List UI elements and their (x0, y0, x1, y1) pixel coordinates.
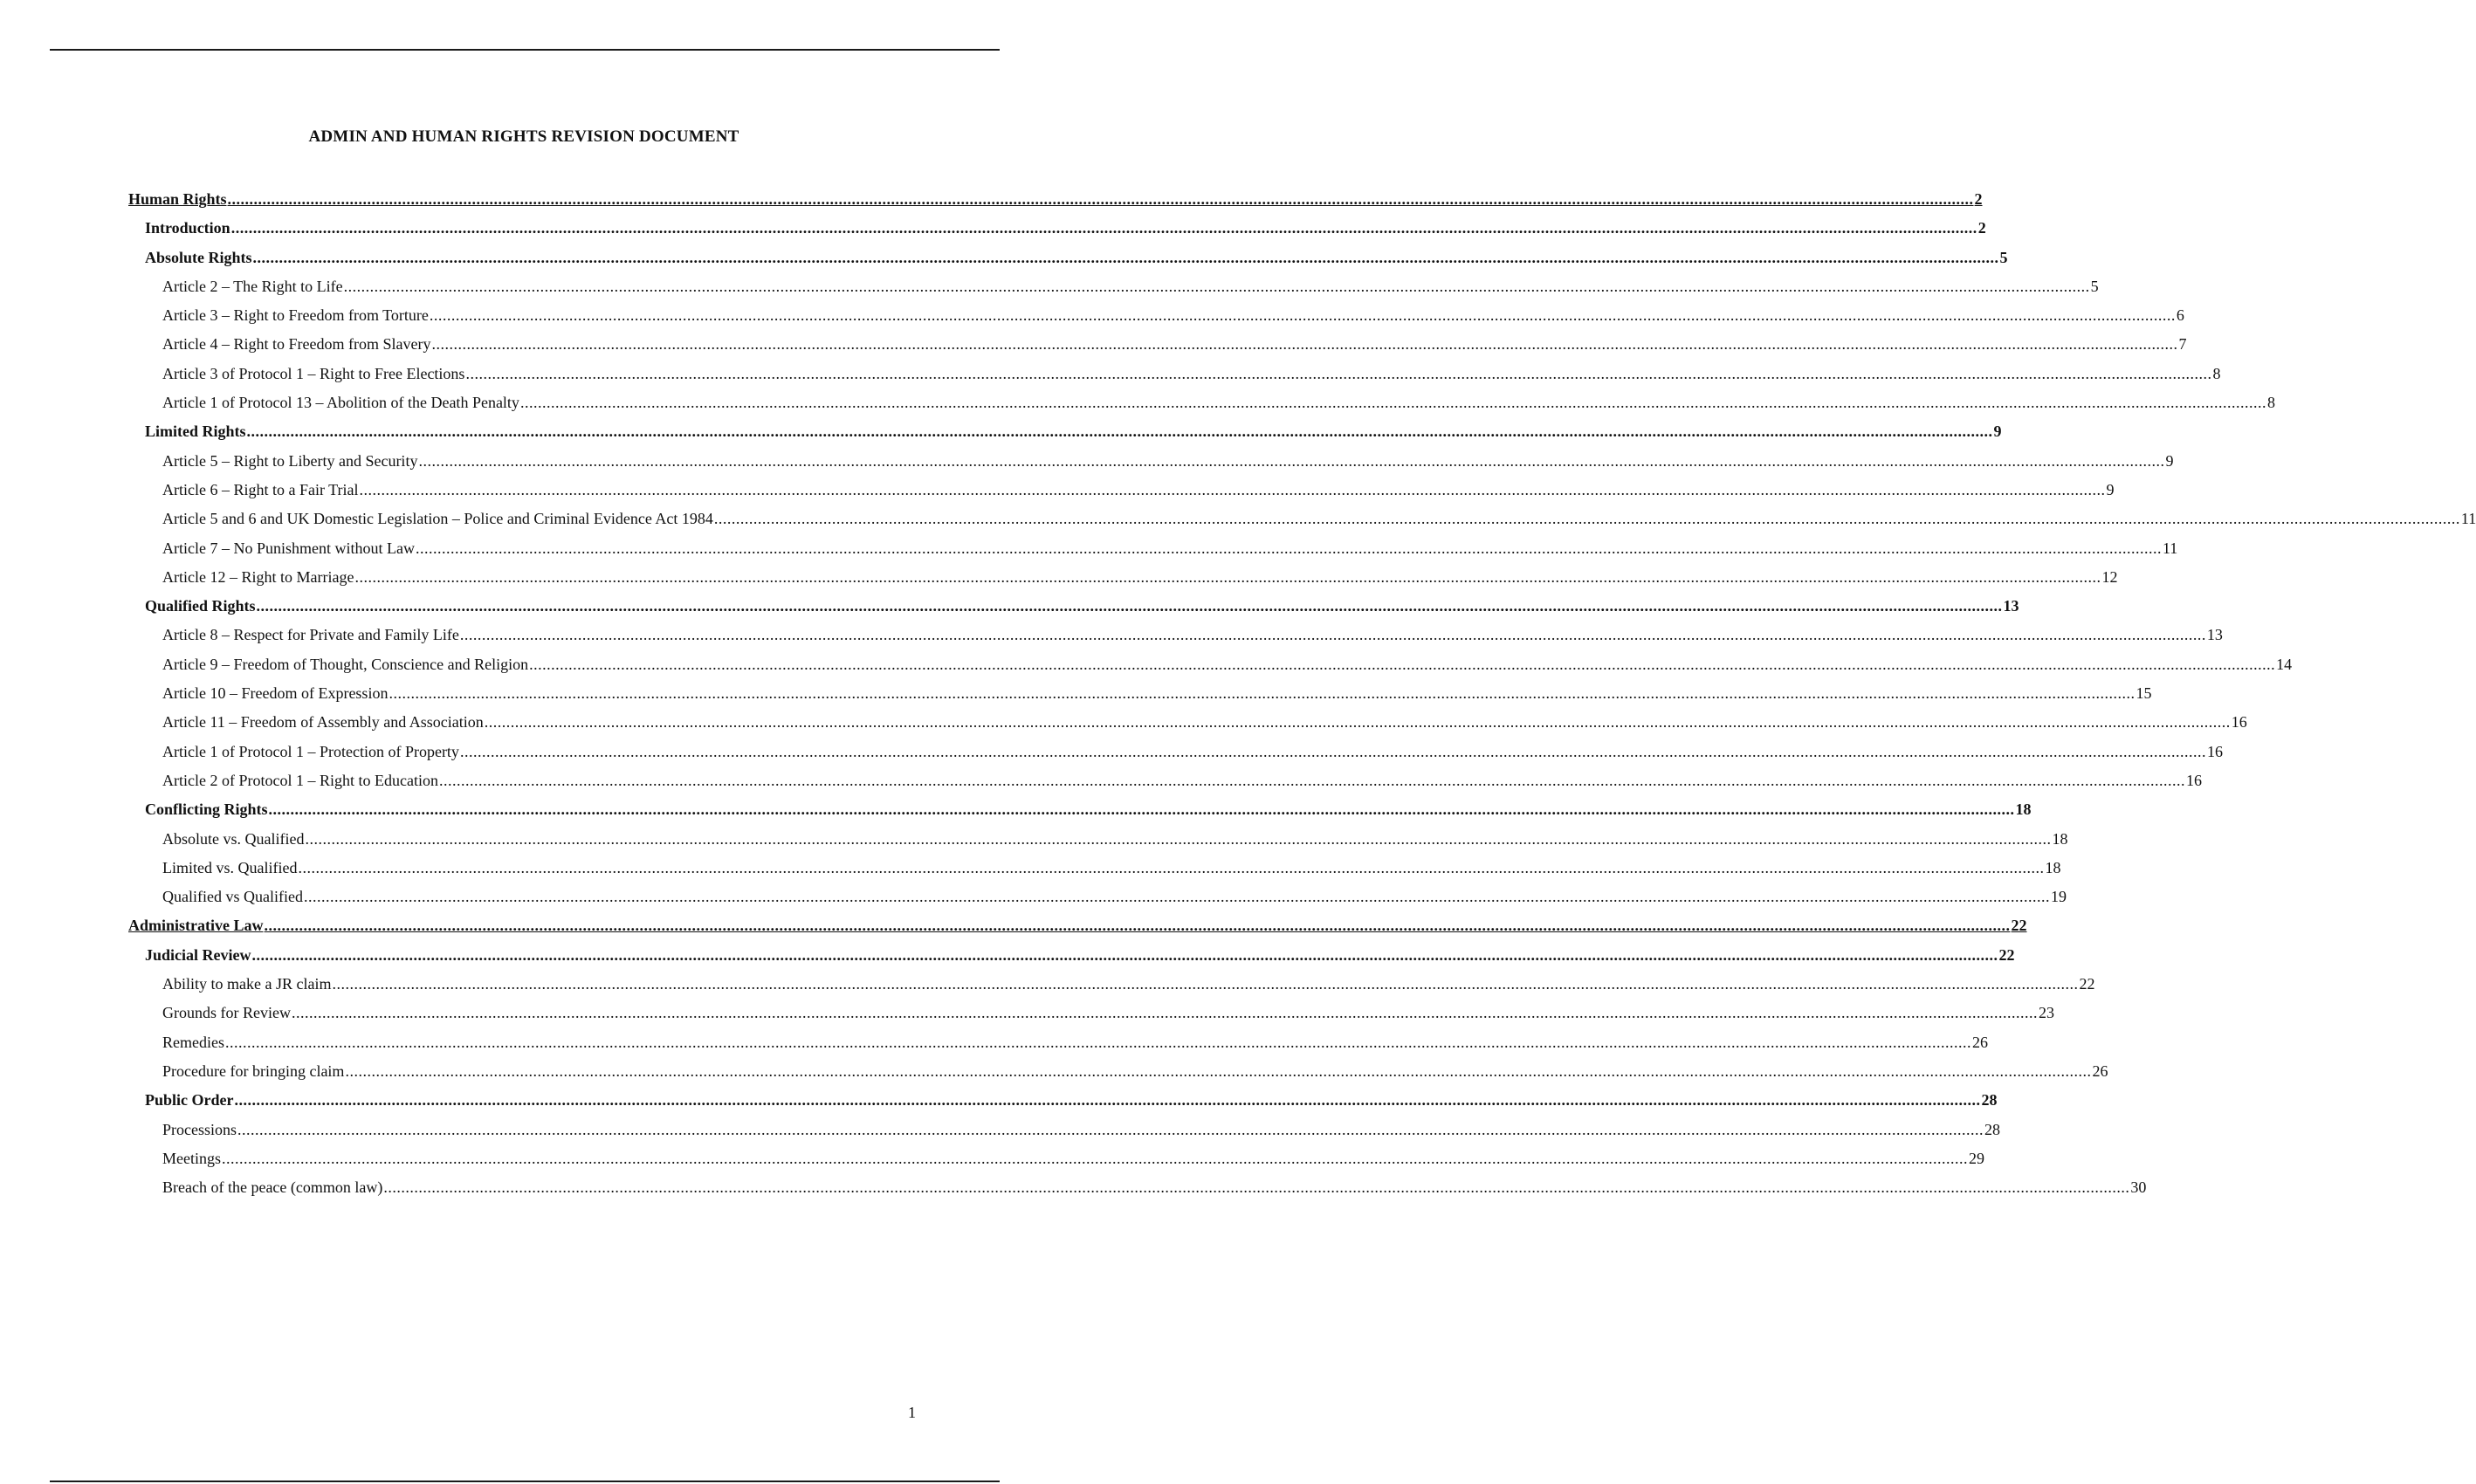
toc-entry-label: Article 7 – No Punishment without Law (162, 539, 415, 557)
toc-entry-label: Article 2 of Protocol 1 – Right to Education (162, 771, 438, 789)
toc-entry-page: 9 (2106, 480, 2115, 498)
toc-dot-leader: ................................................................................................................................................................................................................................................................................................................................................................................................................ (345, 1061, 2092, 1080)
toc-entry[interactable] (128, 1116, 2000, 1144)
toc-entry-label: Article 1 of Protocol 1 – Protection of Property (162, 742, 459, 760)
toc-dot-leader: ................................................................................................................................................................................................................................................................................................................................................................................................................ (529, 655, 2276, 673)
toc-entry-label: Introduction (145, 219, 230, 237)
toc-entry[interactable] (128, 999, 2054, 1027)
toc-entry-label: Article 5 and 6 and UK Domestic Legislation – Police and Criminal Evidence Act 1984 (162, 510, 713, 528)
toc-entry-page: 2 (1974, 190, 1983, 208)
bottom-rule (50, 1481, 1000, 1482)
toc-entry-label: Article 5 – Right to Liberty and Security (162, 451, 418, 470)
toc-entry-page: 22 (2011, 917, 2027, 935)
toc-dot-leader: ................................................................................................................................................................................................................................................................................................................................................................................................................ (251, 945, 1998, 964)
toc-entry[interactable] (128, 621, 2223, 649)
toc-entry-page: 15 (2136, 684, 2152, 703)
toc-entry-label: Judicial Review (145, 945, 251, 964)
toc-dot-leader: ................................................................................................................................................................................................................................................................................................................................................................................................................ (234, 1091, 1981, 1110)
toc-dot-leader: ................................................................................................................................................................................................................................................................................................................................................................................................................ (343, 277, 2090, 295)
toc-entry[interactable] (128, 244, 2008, 272)
toc-entry-label: Absolute Rights (145, 248, 252, 266)
toc-entry-label: Limited vs. Qualified (162, 858, 298, 876)
toc-entry-label: Grounds for Review (162, 1004, 291, 1022)
toc-dot-leader: ................................................................................................................................................................................................................................................................................................................................................................................................................ (519, 394, 2266, 412)
toc-dot-leader: ................................................................................................................................................................................................................................................................................................................................................................................................................ (332, 975, 2079, 993)
toc-entry-label: Qualified vs Qualified (162, 888, 303, 906)
toc-entry[interactable] (128, 1057, 2108, 1086)
toc-dot-leader: ................................................................................................................................................................................................................................................................................................................................................................................................................ (303, 888, 2050, 906)
toc-entry-label: Human Rights (128, 190, 227, 208)
toc-entry-label: Limited Rights (145, 423, 246, 441)
toc-dot-leader: ................................................................................................................................................................................................................................................................................................................................................................................................................ (256, 597, 2003, 615)
toc-dot-leader: ................................................................................................................................................................................................................................................................................................................................................................................................................ (222, 1149, 1968, 1167)
toc-entry-label: Article 4 – Right to Freedom from Slavery (162, 335, 431, 354)
toc-entry-page: 18 (2015, 800, 2032, 819)
toc-entry[interactable] (128, 272, 2099, 301)
document-title: ADMIN AND HUMAN RIGHTS REVISION DOCUMENT (308, 127, 739, 146)
toc-entry-page: 16 (2231, 713, 2247, 732)
toc-dot-leader: ................................................................................................................................................................................................................................................................................................................................................................................................................ (305, 829, 2052, 848)
toc-entry[interactable] (128, 883, 2067, 911)
toc-entry-label: Conflicting Rights (145, 800, 268, 819)
toc-entry[interactable] (128, 854, 2061, 883)
toc-dot-leader: ................................................................................................................................................................................................................................................................................................................................................................................................................ (431, 335, 2178, 354)
toc-entry-label: Public Order (145, 1091, 234, 1110)
toc-dot-leader: ................................................................................................................................................................................................................................................................................................................................................................................................................ (268, 800, 2015, 819)
toc-entry-page: 30 (2130, 1178, 2147, 1197)
toc-dot-leader: ................................................................................................................................................................................................................................................................................................................................................................................................................ (298, 858, 2045, 876)
toc-entry-page: 5 (2090, 277, 2099, 295)
toc-entry-page: 28 (1984, 1120, 2000, 1138)
toc-entry[interactable] (128, 708, 2247, 737)
toc-dot-leader: ................................................................................................................................................................................................................................................................................................................................................................................................................ (230, 219, 1977, 237)
toc-entry-label: Remedies (162, 1033, 224, 1051)
toc-entry-label: Breach of the peace (common law) (162, 1178, 383, 1197)
toc-entry-page: 12 (2101, 567, 2118, 586)
toc-dot-leader: ................................................................................................................................................................................................................................................................................................................................................................................................................ (438, 771, 2185, 789)
toc-dot-leader: ................................................................................................................................................................................................................................................................................................................................................................................................................ (418, 451, 2165, 470)
toc-entry[interactable] (128, 447, 2174, 476)
toc-entry-label: Article 1 of Protocol 13 – Abolition of the Death Penalty (162, 394, 519, 412)
toc-dot-leader: ................................................................................................................................................................................................................................................................................................................................................................................................................ (227, 190, 1974, 208)
toc-entry-label: Qualified Rights (145, 597, 256, 615)
toc-dot-leader: ................................................................................................................................................................................................................................................................................................................................................................................................................ (429, 306, 2176, 325)
toc-entry-label: Article 6 – Right to a Fair Trial (162, 480, 359, 498)
toc-dot-leader: ................................................................................................................................................................................................................................................................................................................................................................................................................ (459, 626, 2206, 644)
toc-entry-page: 26 (1971, 1033, 1988, 1051)
toc-entry[interactable] (128, 476, 2115, 505)
toc-dot-leader: ................................................................................................................................................................................................................................................................................................................................................................................................................ (224, 1033, 1971, 1051)
toc-entry-page: 23 (2038, 1004, 2054, 1022)
toc-entry[interactable] (128, 650, 2293, 679)
toc-entry-page: 9 (2165, 451, 2174, 470)
toc-entry-label: Article 3 of Protocol 1 – Right to Free Elections (162, 364, 465, 382)
toc-entry-label: Article 8 – Respect for Private and Family Life (162, 626, 459, 644)
toc-entry[interactable] (128, 388, 2275, 417)
toc-entry-label: Article 9 – Freedom of Thought, Conscience and Religion (162, 655, 529, 673)
toc-dot-leader: ................................................................................................................................................................................................................................................................................................................................................................................................................ (237, 1120, 1984, 1138)
toc-entry-page: 22 (1998, 945, 2015, 964)
toc-entry[interactable] (128, 795, 2032, 824)
toc-entry[interactable] (128, 592, 2019, 621)
toc-entry[interactable] (128, 970, 2095, 999)
toc-entry-page: 16 (2185, 771, 2202, 789)
toc-entry[interactable] (128, 505, 2476, 533)
toc-entry[interactable] (128, 1144, 1984, 1173)
toc-dot-leader: ................................................................................................................................................................................................................................................................................................................................................................................................................ (246, 423, 1993, 441)
toc-entry-label: Article 12 – Right to Marriage (162, 567, 354, 586)
toc-dot-leader: ................................................................................................................................................................................................................................................................................................................................................................................................................ (389, 684, 2136, 703)
toc-entry[interactable] (128, 1028, 1988, 1057)
toc-entry[interactable] (128, 941, 2015, 970)
toc-entry-page: 16 (2206, 742, 2223, 760)
toc-entry[interactable] (128, 185, 1983, 214)
toc-entry-page: 9 (1993, 423, 2002, 441)
toc-entry[interactable] (128, 563, 2118, 592)
toc-entry[interactable] (128, 330, 2187, 359)
toc-entry[interactable] (128, 679, 2152, 708)
toc-entry-label: Procedure for bringing claim (162, 1061, 345, 1080)
toc-entry-page: 18 (2045, 858, 2061, 876)
toc-entry-page: 13 (2206, 626, 2223, 644)
toc-dot-leader: ................................................................................................................................................................................................................................................................................................................................................................................................................ (713, 510, 2460, 528)
toc-entry-label: Ability to make a JR claim (162, 975, 332, 993)
toc-entry[interactable] (128, 1086, 1998, 1115)
toc-dot-leader: ................................................................................................................................................................................................................................................................................................................................................................................................................ (252, 248, 1999, 266)
toc-entry-label: Processions (162, 1120, 237, 1138)
toc-entry-page: 22 (2079, 975, 2095, 993)
toc-entry[interactable] (128, 825, 2068, 854)
toc-entry[interactable] (128, 766, 2202, 795)
toc-entry[interactable] (128, 534, 2178, 563)
toc-dot-leader: ................................................................................................................................................................................................................................................................................................................................................................................................................ (354, 567, 2101, 586)
toc-dot-leader: ................................................................................................................................................................................................................................................................................................................................................................................................................ (484, 713, 2231, 732)
table-of-contents (128, 185, 2476, 1202)
toc-entry-page: 19 (2050, 888, 2067, 906)
toc-entry[interactable] (128, 1173, 2147, 1202)
toc-entry[interactable] (128, 738, 2223, 766)
toc-dot-leader: ................................................................................................................................................................................................................................................................................................................................................................................................................ (291, 1004, 2038, 1022)
toc-entry[interactable] (128, 214, 1986, 243)
toc-entry-label: Article 3 – Right to Freedom from Torture (162, 306, 429, 325)
toc-entry[interactable] (128, 417, 2002, 446)
toc-entry[interactable] (128, 360, 2221, 388)
toc-dot-leader: ................................................................................................................................................................................................................................................................................................................................................................................................................ (383, 1178, 2130, 1197)
top-rule (50, 49, 1000, 51)
toc-entry-label: Absolute vs. Qualified (162, 829, 305, 848)
toc-entry-label: Article 11 – Freedom of Assembly and Association (162, 713, 484, 732)
toc-entry-page: 18 (2052, 829, 2068, 848)
toc-dot-leader: ................................................................................................................................................................................................................................................................................................................................................................................................................ (459, 742, 2206, 760)
toc-entry-page: 13 (2003, 597, 2019, 615)
toc-dot-leader: ................................................................................................................................................................................................................................................................................................................................................................................................................ (415, 539, 2162, 557)
page-number: 1 (908, 1404, 916, 1421)
toc-entry-page: 11 (2162, 539, 2178, 557)
toc-entry-page: 8 (2266, 394, 2275, 412)
toc-dot-leader: ................................................................................................................................................................................................................................................................................................................................................................................................................ (359, 480, 2106, 498)
toc-entry-label: Administrative Law (128, 917, 264, 935)
toc-entry-label: Meetings (162, 1149, 221, 1167)
toc-entry-page: 14 (2276, 655, 2293, 673)
toc-entry-page: 29 (1969, 1149, 1984, 1167)
toc-entry-page: 28 (1981, 1091, 1998, 1110)
toc-dot-leader: ................................................................................................................................................................................................................................................................................................................................................................................................................ (264, 917, 2011, 935)
toc-entry-page: 2 (1977, 219, 1986, 237)
toc-entry-page: 6 (2176, 306, 2184, 325)
toc-dot-leader: ................................................................................................................................................................................................................................................................................................................................................................................................................ (465, 364, 2212, 382)
toc-entry-page: 5 (1999, 248, 2008, 266)
toc-entry-page: 8 (2212, 364, 2221, 382)
toc-entry-page: 11 (2460, 510, 2476, 528)
toc-entry-label: Article 10 – Freedom of Expression (162, 684, 389, 703)
toc-entry-label: Article 2 – The Right to Life (162, 277, 343, 295)
toc-entry[interactable] (128, 301, 2184, 330)
toc-entry[interactable] (128, 911, 2027, 940)
toc-entry-page: 26 (2092, 1061, 2108, 1080)
toc-entry-page: 7 (2178, 335, 2187, 354)
